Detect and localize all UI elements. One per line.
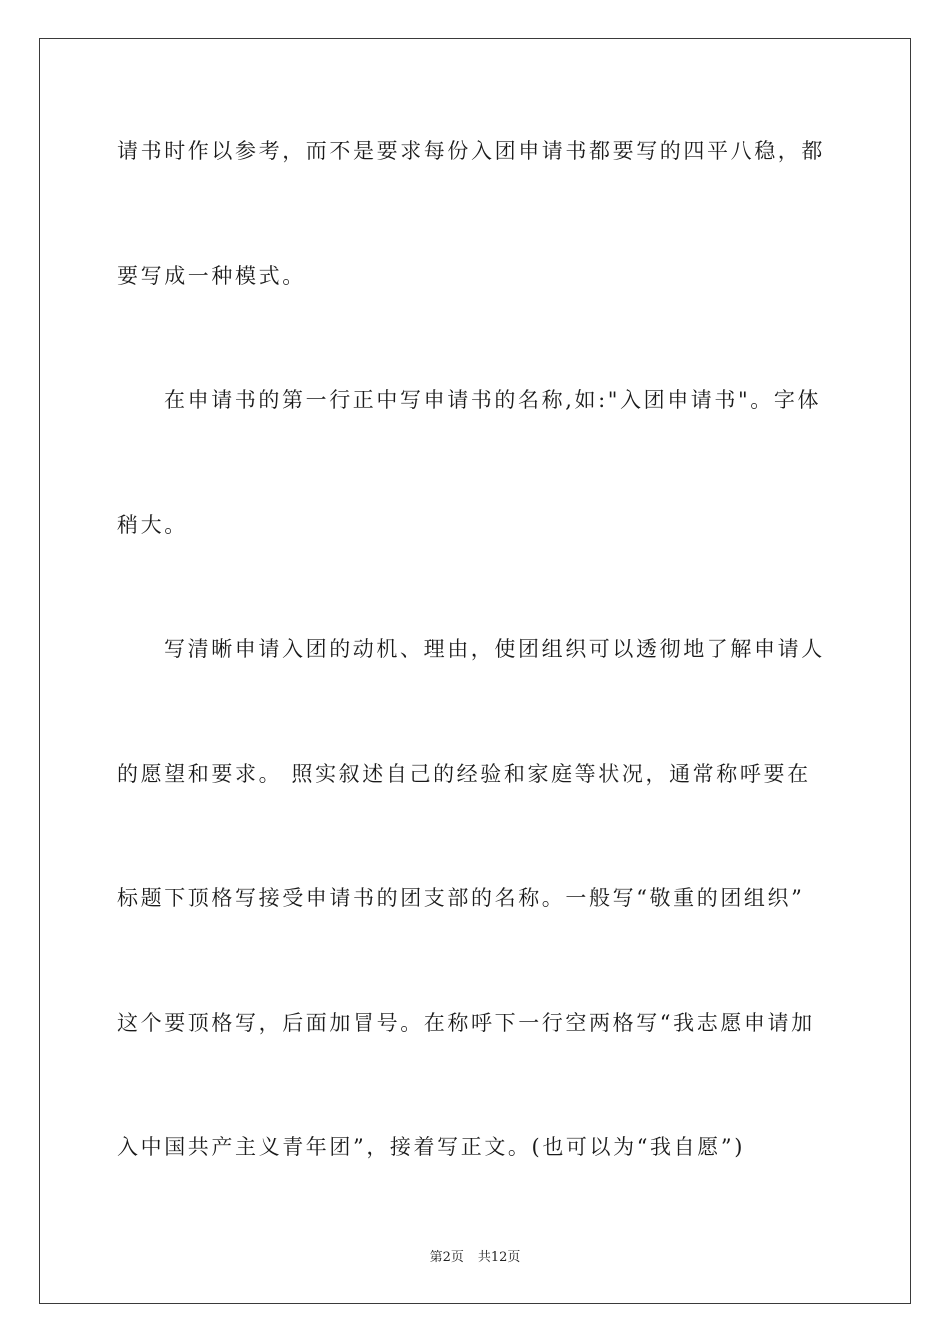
body-text-line: 要写成一种模式。 xyxy=(117,264,306,288)
body-text-line: 写清晰申请入团的动机、理由，使团组织可以透彻地了解申请人 xyxy=(164,637,825,661)
page-footer xyxy=(0,1246,950,1265)
body-text-line: 的愿望和要求。 照实叙述自己的经验和家庭等状况，通常称呼要在 xyxy=(117,762,811,786)
body-text-line: 稍大。 xyxy=(117,513,188,537)
page-number: 第2页 xyxy=(429,1250,464,1265)
page-border xyxy=(39,38,911,1304)
body-text-line: 标题下顶格写接受申请书的团支部的名称。一般写“敬重的团组织” xyxy=(117,886,805,910)
body-text-line: 入中国共产主义青年团”，接着写正文。(也可以为“我自愿”) xyxy=(117,1135,745,1159)
body-text-line: 请书时作以参考，而不是要求每份入团申请书都要写的四平八稳，都 xyxy=(117,139,825,163)
body-text-line: 这个要顶格写，后面加冒号。在称呼下一行空两格写“我志愿申请加 xyxy=(117,1011,815,1035)
total-pages: 共12页 xyxy=(477,1250,521,1265)
body-text-line: 在申请书的第一行正中写申请书的名称,如:"入团申请书"。字体 xyxy=(164,388,822,412)
